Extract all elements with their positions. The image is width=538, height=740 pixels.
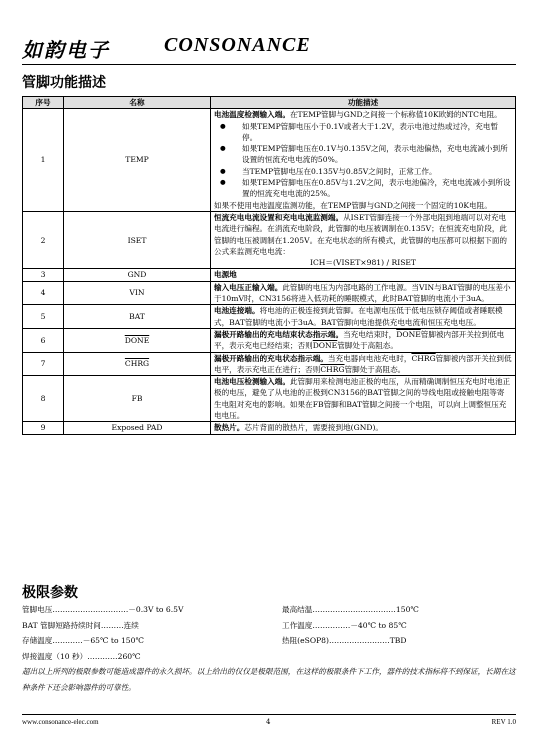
col-header-description: 功能描述	[211, 97, 516, 109]
param-item: 焊接温度（10 秒）…………260℃	[22, 651, 141, 661]
pin-description	[211, 422, 516, 434]
param-item: BAT 管脚短路持续时间………连续	[22, 620, 139, 630]
pin-number: 3	[23, 269, 64, 281]
pin-number: 2	[23, 211, 64, 268]
pin-desc-text: 芯片背面的散热片，需要接到地(GND)。	[244, 423, 384, 433]
pin-desc-text: 在TEMP管脚与GND之间接一个标称值10K欧姆的NTC电阻。	[289, 110, 502, 120]
pin-desc-title: 恒流充电电流设置和充电电流监测端。	[214, 212, 344, 222]
pin-desc-text: 当充电器向电池充电时，	[327, 353, 412, 363]
pin-desc-after: 如果不使用电池温度监测功能，在TEMP管脚与GND之间接一个固定的10K电阻。	[214, 200, 492, 210]
pin-number: 8	[23, 376, 64, 422]
pin-number: 7	[23, 352, 64, 376]
pin-description	[211, 328, 516, 352]
col-header-number: 序号	[23, 97, 64, 109]
bullet-item: ● 如果TEMP管脚电压在0.85V与1.2V之间，表示电池偏冷，充电电流减小到所设置的恒流充电电流的25%。	[214, 177, 512, 200]
pin-number: 6	[23, 328, 64, 352]
param-row	[22, 633, 516, 649]
pin-desc-text: 管脚被内部开关拉到低电平，表示充电已经结束；否则	[214, 329, 505, 351]
bullet-item: ● 当TEMP管脚电压在0.135V与0.85V之间时，正常工作。	[214, 166, 512, 177]
pin-ref: DONE	[312, 341, 338, 351]
table-row	[23, 305, 516, 329]
absolute-max-ratings	[22, 602, 516, 695]
footer-website: www.consonance-elec.com	[22, 718, 99, 726]
pin-desc-text: 当充电结束时，	[343, 329, 397, 339]
bullet-item: ● 如果TEMP管脚电压在0.1V与0.135V之间，表示电池偏热，充电电流减小到所设置的恒流充电电流的50%。	[214, 143, 512, 166]
param-item: 管脚电压…………………………－0.3V to 6.5V	[22, 605, 184, 614]
pin-desc-title: 电池电压检测输入端。	[214, 377, 290, 387]
pin-description	[211, 281, 516, 305]
pin-number: 5	[23, 305, 64, 329]
page-header	[22, 30, 516, 65]
pin-desc-title: 漏极开路输出的充电状态指示端。	[214, 353, 328, 363]
pin-desc-title: 电池连接端。	[214, 306, 260, 316]
pin-description	[211, 305, 516, 329]
pin-ref: CHRG	[411, 353, 436, 363]
pin-name: FB	[64, 376, 211, 422]
param-row	[22, 618, 516, 634]
section-title-pin-functions: 管脚功能描述	[22, 75, 106, 91]
page-number: 4	[266, 718, 271, 726]
pin-desc-title: 电源地	[214, 270, 237, 280]
pin-number: 1	[23, 109, 64, 212]
pin-desc-title: 漏极开路输出的充电结束状态指示端。	[214, 329, 344, 339]
pin-description	[211, 352, 516, 376]
pin-name: TEMP	[64, 109, 211, 212]
pin-desc-text: 从ISET管脚连接一个外部电阻到地端可以对充电电流进行编程。在涓流充电阶段，此管脚的电压被调制在0.135V；在恒流充电阶段，此管脚的电压被调制在1.205V。在充电状态的所有模式，此管脚的电压都可以根据下面的公式来监测充电电流：	[214, 212, 508, 256]
pin-ref: DONE	[396, 329, 421, 339]
pin-desc-text: 管脚处于高阻态。	[344, 364, 406, 374]
pin-desc-title: 散热片。	[214, 423, 245, 433]
page-footer	[22, 714, 516, 729]
table-row	[23, 269, 516, 281]
ratings-warning-note: 超出以上所列的极限参数可能造成器件的永久损坏。以上给出的仅仅是极限范围，在这样的极限条件下工作，器件的技术指标将不到保证，长期在这种条件下还会影响器件的可靠性。	[22, 667, 516, 692]
table-header-row	[23, 97, 516, 109]
table-row	[23, 422, 516, 434]
pin-description	[211, 211, 516, 268]
table-row	[23, 281, 516, 305]
col-header-name: 名称	[64, 97, 211, 109]
param-item: 最高结温……………………………150℃	[282, 605, 419, 614]
pin-name: Exposed PAD	[64, 422, 211, 434]
pin-name: BAT	[64, 305, 211, 329]
param-row	[22, 602, 516, 618]
pin-desc-title: 输入电压正输入端。	[214, 282, 283, 292]
param-item: 存储温度…………－65℃ to 150℃	[22, 636, 144, 645]
pin-function-table	[22, 96, 516, 435]
brand-chinese-name: 如韵电子	[22, 38, 110, 62]
pin-desc-text: 此管脚的电压为内部电路的工作电源。当VIN与BAT管脚的电压差小于10mV时，CN3156将进入低功耗的睡眠模式，此时BAT管脚的电流小于3uA。	[214, 282, 511, 304]
pin-name: ISET	[64, 211, 211, 268]
pin-desc-text: 将电池的正极连接到此管脚。在电源电压低于低电压锁存阈值或者睡眠模式，BAT管脚的电流小于3uA。BAT管脚向电池提供充电电流和恒压充电电压。	[214, 306, 503, 327]
table-row	[23, 328, 516, 352]
param-row	[22, 649, 516, 665]
pin-description	[211, 376, 516, 422]
revision-label: REV 1.0	[491, 718, 516, 726]
table-row	[23, 109, 516, 212]
pin-ref: CHRG	[320, 364, 345, 374]
bullet-item: ● 如果TEMP管脚电压小于0.1V或者大于1.2V，表示电池过热或过冷，充电暂停。	[214, 121, 512, 144]
pin-description	[211, 109, 516, 212]
pin-number: 9	[23, 422, 64, 434]
param-item: 热阻(eSOP8)……………………TBD	[282, 636, 407, 645]
charge-current-formula: ICH＝(VISET×981) / RISET	[309, 258, 417, 268]
pin-desc-title: 电池温度检测输入端。	[214, 110, 290, 120]
pin-name: CHRG	[64, 352, 211, 376]
pin-number: 4	[23, 281, 64, 305]
pin-description	[211, 269, 516, 281]
param-item: 工作温度……………－40℃ to 85℃	[282, 620, 407, 630]
brand-english-name: CONSONANCE	[164, 34, 311, 56]
table-row	[23, 352, 516, 376]
section-title-absolute-max-ratings: 极限参数	[22, 585, 78, 601]
pin-desc-text: 管脚处于高阻态。	[337, 341, 398, 351]
table-row	[23, 376, 516, 422]
pin-name: VIN	[64, 281, 211, 305]
table-row	[23, 211, 516, 268]
pin-name: DONE	[64, 328, 211, 352]
pin-name: GND	[64, 269, 211, 281]
pin-desc-text: 此管脚用来检测电池正极的电压，从而精确调制恒压充电时电池正极的电压，避免了从电池的正极到CN3156的BAT管脚之间的导线电阻或接触电阻等寄生电阻对充电的影响。如果在FB管脚和BAT管脚之间接一个电阻，可以向上调整恒压充电电压。	[214, 377, 511, 421]
pin-desc-text: 管脚被内部开关拉到低电平，表示充电正在进行；否则	[214, 353, 512, 374]
